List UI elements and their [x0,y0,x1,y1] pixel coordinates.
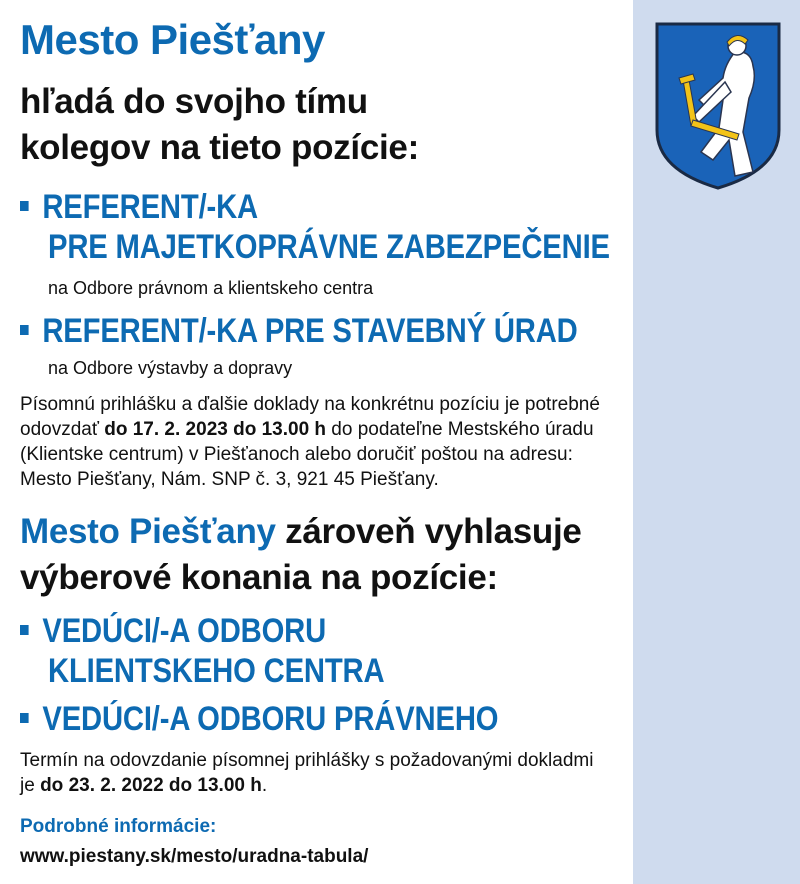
position-4-title: VEDÚCI/-A ODBORU PRÁVNEHO [42,700,499,738]
application-deadline: do 17. 2. 2023 do 13.00 h [104,419,327,440]
position-3-title-line-1: VEDÚCI/-A ODBORU [42,612,327,650]
position-2-department: na Odbore výstavby a dopravy [48,358,293,378]
second-headline-line-1: Mesto Piešťany zároveň vyhlasuje [20,512,582,551]
headline-line-2: kolegov na tieto pozície: [20,128,419,167]
bullet [20,201,29,211]
deadline-line-1: Termín na odovzdanie písomnej prihlášky s požadovanými dokladmi [20,750,594,771]
deadline-line-2: je do 23. 2. 2022 do 13.00 h. [20,775,268,796]
application-line-2: odovzdať do 17. 2. 2023 do 13.00 h do podateľne Mestského úradu [20,419,594,440]
position-2-title: REFERENT/-KA PRE STAVEBNÝ ÚRAD [42,312,578,350]
position-1 [20,188,297,227]
position-1-department: na Odbore právnom a klientskeho centra [48,278,374,298]
application-text [20,392,600,492]
position-3-title-line-2: KLIENTSKEHO CENTRA [48,652,385,690]
position-2 [20,312,668,351]
position-3 [20,612,376,651]
position-1-title-line-2: PRE MAJETKOPRÁVNE ZABEZPEČENIE [48,228,610,266]
second-headline-line-2: výberové konania na pozície: [20,558,498,597]
application-address: Mesto Piešťany, Nám. SNP č. 3, 921 45 Piešťany. [20,469,439,490]
second-org: Mesto Piešťany [20,512,276,551]
deadline-date: do 23. 2. 2022 do 13.00 h [40,775,262,796]
position-1-title-line-1: REFERENT/-KA [42,188,258,226]
org-title: Mesto Piešťany [20,16,325,63]
more-info-label: Podrobné informácie: [20,816,217,837]
headline-line-1: hľadá do svojho tímu [20,82,368,121]
application-line-3: (Klientske centrum) v Piešťanoch alebo doručiť poštou na adresu: [20,444,573,465]
application-line-1: Písomnú prihlášku a ďalšie doklady na konkrétnu pozíciu je potrebné [20,394,600,415]
position-4 [20,700,576,739]
deadline-text [20,748,593,798]
bullet [20,713,29,723]
more-info-url[interactable]: www.piestany.sk/mesto/uradna-tabula/ [20,846,369,867]
bullet [20,625,29,635]
bullet [20,325,29,335]
